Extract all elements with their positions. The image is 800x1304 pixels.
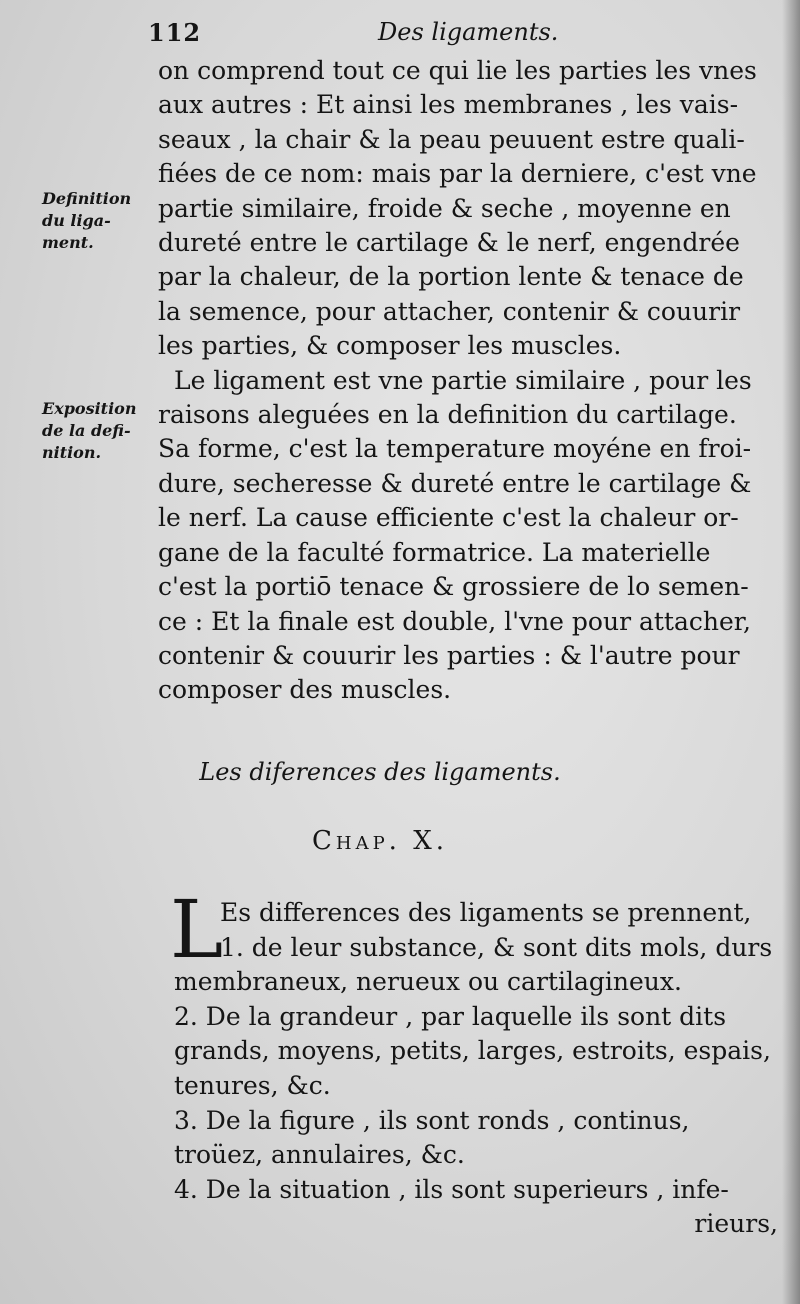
text-line: Es differences des ligaments se prennent, <box>220 898 752 927</box>
chapter-heading: Chap. X. <box>311 826 448 856</box>
page-number: 112 <box>148 18 202 47</box>
margin-note-exposition <box>42 398 136 464</box>
body-text <box>158 54 768 708</box>
text-line: 1. de leur substance, & sont dits mols, durs <box>220 932 773 962</box>
text-line: rieurs, <box>694 1209 778 1239</box>
text-line: composer des muscles. <box>158 675 452 705</box>
margin-note-line: Exposition <box>42 399 137 418</box>
text-line: aux autres : Et ainsi les membranes , les vais- <box>158 90 739 120</box>
margin-note-line: du liga- <box>42 211 111 230</box>
chapter-text <box>170 883 778 1242</box>
text-line: 3. De la figure , ils sont ronds , continus, <box>174 1105 690 1135</box>
running-head: Des ligaments. <box>378 18 559 46</box>
drop-cap: L <box>170 883 224 976</box>
margin-note-line: nition. <box>42 443 102 462</box>
text-line: dure, secheresse & dureté entre le cartilage & <box>158 468 752 498</box>
text-line: troüez, annulaires, &c. <box>174 1140 465 1170</box>
margin-note-line: Definition <box>42 189 132 208</box>
text-line: la semence, pour attacher, contenir & couurir <box>158 296 741 326</box>
text-line: fiées de ce nom: mais par la derniere, c'est vne <box>158 159 757 189</box>
text-line: raisons aleguées en la definition du cartilage. <box>158 400 737 430</box>
text-line: dureté entre le cartilage & le nerf, engendrée <box>158 228 740 258</box>
text-line: grands, moyens, petits, larges, estroits, espais, <box>174 1036 771 1066</box>
text-line: 4. De la situation , ils sont superieurs , infe- <box>174 1174 729 1204</box>
text-line: par la chaleur, de la portion lente & tenace de <box>158 262 744 292</box>
text-line: 2. De la grandeur , par laquelle ils sont dits <box>174 1001 727 1031</box>
text-line: Sa forme, c'est la temperature moyéne en froi- <box>158 434 752 464</box>
text-line: contenir & couurir les parties : & l'autre pour <box>158 640 740 670</box>
text-line: membraneux, nerueux ou cartilagineux. <box>174 967 682 997</box>
text-line: gane de la faculté formatrice. La materielle <box>158 537 711 567</box>
text-line: on comprend tout ce qui lie les parties les vnes <box>158 56 757 85</box>
text-line: les parties, & composer les muscles. <box>158 331 622 361</box>
margin-note-line: de la defi- <box>42 421 131 440</box>
section-title: Les diferences des ligaments. <box>199 758 561 786</box>
margin-note-definition <box>42 188 131 254</box>
text-line: partie similaire, froide & seche , moyenne en <box>158 193 731 223</box>
margin-note-line: ment. <box>42 233 94 252</box>
page-header <box>148 18 748 52</box>
text-line: tenures, &c. <box>174 1070 331 1100</box>
text-line: ce : Et la finale est double, l'vne pour attacher, <box>158 606 751 636</box>
text-line: Le ligament est vne partie similaire , pour les <box>174 365 752 395</box>
text-line: c'est la portiō tenace & grossiere de lo semen- <box>158 572 749 602</box>
text-line: seaux , la chair & la peau peuuent estre quali- <box>158 124 745 154</box>
text-line: le nerf. La cause efficiente c'est la chaleur or- <box>158 503 739 533</box>
